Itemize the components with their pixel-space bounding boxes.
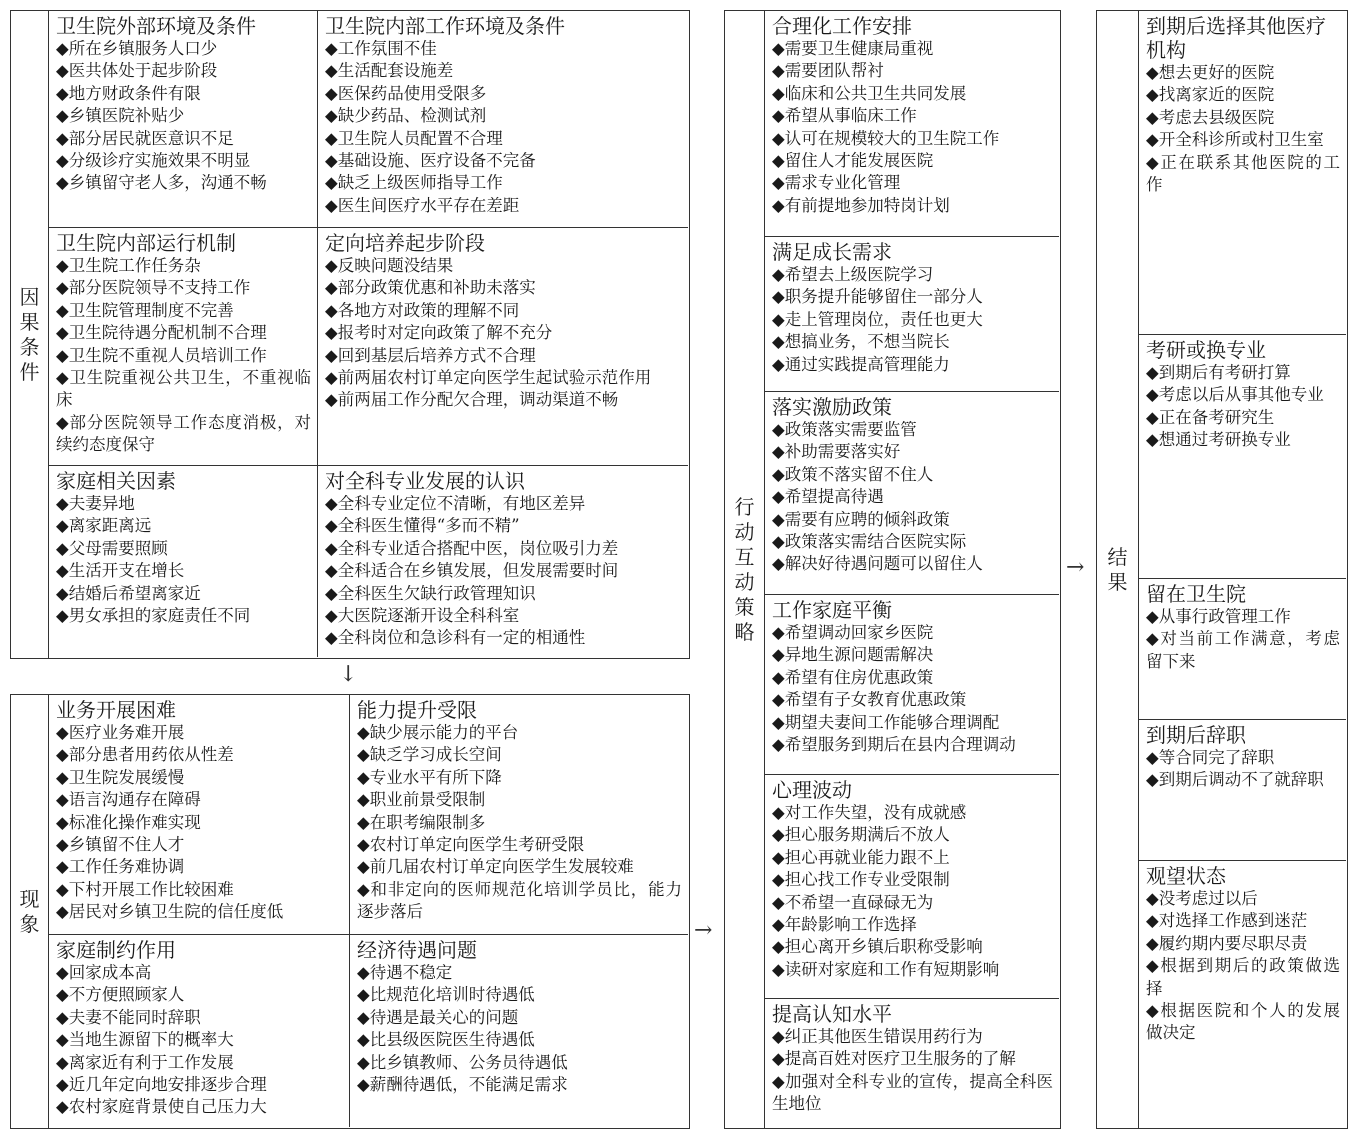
list-item: ◆ 希望有子女教育优惠政策 xyxy=(772,689,1053,711)
list-item: ◆ 大医院逐渐开设全科科室 xyxy=(325,605,682,627)
list-item: ◆ 缺乏上级医师指导工作 xyxy=(325,172,682,194)
list-item: ◆ 近几年定向地安排逐步合理 xyxy=(56,1074,343,1096)
list-item: ◆ 对当前工作满意，考虑留下来 xyxy=(1146,628,1340,673)
list-item: ◆ 政策落实需结合医院实际 xyxy=(772,531,1053,553)
list-item: ◆ 回到基层后培养方式不合理 xyxy=(325,345,682,367)
list-item: ◆ 政策落实需要监管 xyxy=(772,419,1053,441)
right-arrow-to-strategy: → xyxy=(694,918,713,943)
list-item: ◆ 根据医院和个人的发展做决定 xyxy=(1146,1000,1340,1045)
cell-title: 经济待遇问题 xyxy=(357,938,477,962)
list-item: ◆ 到期后调动不了就辞职 xyxy=(1146,769,1340,791)
list-item: ◆ 全科专业定位不清晰，有地区差异 xyxy=(325,493,682,515)
list-item: ◆ 夫妻异地 xyxy=(56,493,311,515)
phenomenon-cell-ability-limited xyxy=(349,695,688,934)
down-arrow: ↓ xyxy=(339,662,358,687)
cell-item-list xyxy=(772,38,1053,217)
cell-title: 卫生院内部运行机制 xyxy=(56,231,236,255)
cell-item-list xyxy=(325,255,682,412)
cell-title: 留在卫生院 xyxy=(1146,582,1246,606)
list-item: ◆ 需要卫生健康局重视 xyxy=(772,38,1053,60)
cause-cell-external-environment xyxy=(49,11,317,227)
list-item: ◆ 比规范化培训时待遇低 xyxy=(357,984,682,1006)
cell-item-list xyxy=(56,255,311,457)
list-item: ◆ 全科适合在乡镇发展，但发展需要时间 xyxy=(325,560,682,582)
strategy-cell-cognition-level xyxy=(765,998,1059,1127)
cell-title: 提高认知水平 xyxy=(772,1002,892,1026)
list-item: ◆ 想搞业务，不想当院长 xyxy=(772,331,1053,353)
list-item: ◆ 全科专业适合搭配中医，岗位吸引力差 xyxy=(325,538,682,560)
list-item: ◆ 年龄影响工作选择 xyxy=(772,914,1053,936)
cause-cell-internal-environment xyxy=(317,11,688,227)
right-arrow-to-result: → xyxy=(1066,555,1085,580)
cell-item-list xyxy=(772,1026,1053,1116)
cell-title: 到期后选择其他医疗机构 xyxy=(1146,14,1326,62)
strategy-box xyxy=(724,10,1061,1129)
list-item: ◆ 纠正其他医生错误用药行为 xyxy=(772,1026,1053,1048)
strategy-cell-growth-needs xyxy=(765,236,1059,391)
list-item: ◆ 希望服务到期后在县内合理调动 xyxy=(772,734,1053,756)
cell-item-list xyxy=(357,962,682,1096)
list-item: ◆ 缺乏学习成长空间 xyxy=(357,744,682,766)
list-item: ◆ 政策不落实留不住人 xyxy=(772,464,1053,486)
list-item: ◆ 希望提高待遇 xyxy=(772,486,1053,508)
list-item: ◆ 医生间医疗水平存在差距 xyxy=(325,195,682,217)
list-item: ◆ 职业前景受限制 xyxy=(357,789,682,811)
list-item: ◆ 加强对全科专业的宣传，提高全科医生地位 xyxy=(772,1071,1053,1116)
cell-item-list xyxy=(1146,362,1340,452)
list-item: ◆ 部分政策优惠和补助未落实 xyxy=(325,277,682,299)
result-cell-resign-after-term xyxy=(1139,719,1346,860)
list-item: ◆ 地方财政条件有限 xyxy=(56,83,311,105)
list-item: ◆ 工作任务难协调 xyxy=(56,856,343,878)
list-item: ◆ 乡镇留守老人多，沟通不畅 xyxy=(56,172,311,194)
cell-title: 能力提升受限 xyxy=(357,698,477,722)
list-item: ◆ 离家近有利于工作发展 xyxy=(56,1052,343,1074)
list-item: ◆ 正在联系其他医院的工作 xyxy=(1146,152,1340,197)
list-item: ◆ 农村家庭背景使自己压力大 xyxy=(56,1096,343,1118)
list-item: ◆ 缺少药品、检测试剂 xyxy=(325,105,682,127)
list-item: ◆ 在职考编限制多 xyxy=(357,812,682,834)
cause-label: 因果条件 xyxy=(11,11,49,658)
cause-box xyxy=(10,10,690,659)
result-cell-wait-and-see xyxy=(1139,860,1346,1127)
list-item: ◆ 希望有住房优惠政策 xyxy=(772,667,1053,689)
list-item: ◆ 正在备考研究生 xyxy=(1146,407,1340,429)
list-item: ◆ 希望调动回家乡医院 xyxy=(772,622,1053,644)
list-item: ◆ 比乡镇教师、公务员待遇低 xyxy=(357,1052,682,1074)
strategy-cell-psychological-fluctuation xyxy=(765,774,1059,998)
list-item: ◆ 居民对乡镇卫生院的信任度低 xyxy=(56,901,343,923)
list-item: ◆ 基础设施、医疗设备不完备 xyxy=(325,150,682,172)
list-item: ◆ 薪酬待遇低，不能满足需求 xyxy=(357,1074,682,1096)
list-item: ◆ 走上管理岗位，责任也更大 xyxy=(772,309,1053,331)
list-item: ◆ 到期后有考研打算 xyxy=(1146,362,1340,384)
list-item: ◆ 开全科诊所或村卫生室 xyxy=(1146,129,1340,151)
list-item: ◆ 担心再就业能力跟不上 xyxy=(772,847,1053,869)
list-item: ◆ 希望从事临床工作 xyxy=(772,105,1053,127)
list-item: ◆ 当地生源留下的概率大 xyxy=(56,1029,343,1051)
list-item: ◆ 卫生院发展缓慢 xyxy=(56,767,343,789)
list-item: ◆ 各地方对政策的理解不同 xyxy=(325,300,682,322)
list-item: ◆ 乡镇医院补贴少 xyxy=(56,105,311,127)
phenomenon-cell-economic-treatment xyxy=(349,934,688,1127)
result-cell-stay-in-clinic xyxy=(1139,578,1346,719)
list-item: ◆ 部分患者用药依从性差 xyxy=(56,744,343,766)
cell-title: 家庭制约作用 xyxy=(56,938,176,962)
list-item: ◆ 部分医院领导不支持工作 xyxy=(56,277,311,299)
strategy-cell-incentive-policy xyxy=(765,391,1059,594)
cell-title: 业务开展困难 xyxy=(56,698,176,722)
list-item: ◆ 待遇不稳定 xyxy=(357,962,682,984)
cell-title: 落实激励政策 xyxy=(772,395,892,419)
list-item: ◆ 临床和公共卫生共同发展 xyxy=(772,83,1053,105)
list-item: ◆ 卫生院管理制度不完善 xyxy=(56,300,311,322)
list-item: ◆ 异地生源问题需解决 xyxy=(772,644,1053,666)
list-item: ◆ 考虑去县级医院 xyxy=(1146,107,1340,129)
list-item: ◆ 离家距离远 xyxy=(56,515,311,537)
cell-title: 考研或换专业 xyxy=(1146,338,1266,362)
list-item: ◆ 解决好待遇问题可以留住人 xyxy=(772,553,1053,575)
list-item: ◆ 生活配套设施差 xyxy=(325,60,682,82)
cell-title: 对全科专业发展的认识 xyxy=(325,469,525,493)
cell-title: 满足成长需求 xyxy=(772,240,892,264)
list-item: ◆ 生活开支在增长 xyxy=(56,560,311,582)
list-item: ◆ 提高百姓对医疗卫生服务的了解 xyxy=(772,1048,1053,1070)
list-item: ◆ 需要有应聘的倾斜政策 xyxy=(772,509,1053,531)
list-item: ◆ 卫生院待遇分配机制不合理 xyxy=(56,322,311,344)
list-item: ◆ 需要团队帮衬 xyxy=(772,60,1053,82)
list-item: ◆ 部分医院领导工作态度消极，对续约态度保守 xyxy=(56,412,311,457)
list-item: ◆ 卫生院重视公共卫生，不重视临床 xyxy=(56,367,311,412)
list-item: ◆ 补助需要落实好 xyxy=(772,441,1053,463)
list-item: ◆ 医共体处于起步阶段 xyxy=(56,60,311,82)
list-item: ◆ 卫生院不重视人员培训工作 xyxy=(56,345,311,367)
strategy-label: 行动互动策略 xyxy=(725,11,765,1128)
list-item: ◆ 担心离开乡镇后职称受影响 xyxy=(772,936,1053,958)
list-item: ◆ 考虑以后从事其他专业 xyxy=(1146,384,1340,406)
list-item: ◆ 认可在规模较大的卫生院工作 xyxy=(772,128,1053,150)
list-item: ◆ 卫生院工作任务杂 xyxy=(56,255,311,277)
list-item: ◆ 前两届工作分配欠合理，调动渠道不畅 xyxy=(325,389,682,411)
list-item: ◆ 标准化操作难实现 xyxy=(56,812,343,834)
list-item: ◆ 全科医生懂得“多而不精” xyxy=(325,515,682,537)
phenomenon-cell-business-difficulty xyxy=(49,695,349,934)
cause-cell-family-factors xyxy=(49,465,317,657)
cell-title: 卫生院内部工作环境及条件 xyxy=(325,14,565,38)
list-item: ◆ 前两届农村订单定向医学生起试验示范作用 xyxy=(325,367,682,389)
list-item: ◆ 缺少展示能力的平台 xyxy=(357,722,682,744)
list-item: ◆ 根据到期后的政策做选择 xyxy=(1146,955,1340,1000)
list-item: ◆ 男女承担的家庭责任不同 xyxy=(56,605,311,627)
list-item: ◆ 前几届农村订单定向医学生发展较难 xyxy=(357,856,682,878)
cause-cell-internal-mechanism xyxy=(49,227,317,465)
list-item: ◆ 所在乡镇服务人口少 xyxy=(56,38,311,60)
list-item: ◆ 部分居民就医意识不足 xyxy=(56,128,311,150)
phenomenon-label: 现象 xyxy=(11,695,49,1128)
cell-title: 工作家庭平衡 xyxy=(772,598,892,622)
list-item: ◆ 回家成本高 xyxy=(56,962,343,984)
list-item: ◆ 职务提升能够留住一部分人 xyxy=(772,286,1053,308)
list-item: ◆ 医疗业务难开展 xyxy=(56,722,343,744)
list-item: ◆ 对工作失望，没有成就感 xyxy=(772,802,1053,824)
list-item: ◆ 乡镇留不住人才 xyxy=(56,834,343,856)
list-item: ◆ 没考虑过以后 xyxy=(1146,888,1340,910)
result-label: 结果 xyxy=(1097,11,1139,1128)
list-item: ◆ 比县级医院医生待遇低 xyxy=(357,1029,682,1051)
list-item: ◆ 担心找工作专业受限制 xyxy=(772,869,1053,891)
cell-title: 家庭相关因素 xyxy=(56,469,176,493)
list-item: ◆ 需求专业化管理 xyxy=(772,172,1053,194)
list-item: ◆ 专业水平有所下降 xyxy=(357,767,682,789)
list-item: ◆ 分级诊疗实施效果不明显 xyxy=(56,150,311,172)
list-item: ◆ 反映问题没结果 xyxy=(325,255,682,277)
cell-item-list xyxy=(772,264,1053,376)
cell-item-list xyxy=(1146,747,1340,792)
list-item: ◆ 工作氛围不佳 xyxy=(325,38,682,60)
cell-item-list xyxy=(325,38,682,217)
list-item: ◆ 下村开展工作比较困难 xyxy=(56,879,343,901)
cell-item-list xyxy=(772,802,1053,981)
list-item: ◆ 结婚后希望离家近 xyxy=(56,583,311,605)
list-item: ◆ 父母需要照顾 xyxy=(56,538,311,560)
list-item: ◆ 等合同完了辞职 xyxy=(1146,747,1340,769)
list-item: ◆ 想通过考研换专业 xyxy=(1146,429,1340,451)
cell-item-list xyxy=(772,419,1053,576)
cause-cell-gp-understanding xyxy=(317,465,688,657)
phenomenon-box xyxy=(10,694,690,1129)
cell-item-list xyxy=(325,493,682,650)
list-item: ◆ 待遇是最关心的问题 xyxy=(357,1007,682,1029)
list-item: ◆ 担心服务期满后不放人 xyxy=(772,824,1053,846)
list-item: ◆ 医保药品使用受限多 xyxy=(325,83,682,105)
cell-title: 到期后辞职 xyxy=(1146,723,1246,747)
list-item: ◆ 语言沟通存在障碍 xyxy=(56,789,343,811)
list-item: ◆ 卫生院人员配置不合理 xyxy=(325,128,682,150)
list-item: ◆ 留住人才能发展医院 xyxy=(772,150,1053,172)
cell-item-list xyxy=(357,722,682,924)
cell-item-list xyxy=(1146,62,1340,196)
cell-item-list xyxy=(1146,888,1340,1045)
list-item: ◆ 读研对家庭和工作有短期影响 xyxy=(772,959,1053,981)
result-cell-postgraduate-or-change xyxy=(1139,334,1346,578)
cell-title: 观望状态 xyxy=(1146,864,1226,888)
list-item: ◆ 通过实践提高管理能力 xyxy=(772,354,1053,376)
cell-item-list xyxy=(56,493,311,627)
list-item: ◆ 农村订单定向医学生考研受限 xyxy=(357,834,682,856)
list-item: ◆ 夫妻不能同时辞职 xyxy=(56,1007,343,1029)
cell-title: 定向培养起步阶段 xyxy=(325,231,485,255)
list-item: ◆ 想去更好的医院 xyxy=(1146,62,1340,84)
list-item: ◆ 期望夫妻间工作能够合理调配 xyxy=(772,712,1053,734)
cell-item-list xyxy=(772,622,1053,756)
cell-item-list xyxy=(56,38,311,195)
list-item: ◆ 和非定向的医师规范化培训学员比，能力逐步落后 xyxy=(357,879,682,924)
cell-title: 合理化工作安排 xyxy=(772,14,912,38)
cell-item-list xyxy=(1146,606,1340,673)
phenomenon-cell-family-constraint xyxy=(49,934,349,1127)
list-item: ◆ 履约期内要尽职尽责 xyxy=(1146,933,1340,955)
strategy-cell-work-arrangement xyxy=(765,11,1059,236)
cell-title: 卫生院外部环境及条件 xyxy=(56,14,256,38)
result-cell-other-institution xyxy=(1139,11,1346,334)
list-item: ◆ 找离家近的医院 xyxy=(1146,84,1340,106)
list-item: ◆ 不方便照顾家人 xyxy=(56,984,343,1006)
list-item: ◆ 报考时对定向政策了解不充分 xyxy=(325,322,682,344)
list-item: ◆ 有前提地参加特岗计划 xyxy=(772,195,1053,217)
cause-cell-training-stage xyxy=(317,227,688,465)
cell-item-list xyxy=(56,962,343,1119)
list-item: ◆ 对选择工作感到迷茫 xyxy=(1146,910,1340,932)
cell-title: 心理波动 xyxy=(772,778,852,802)
list-item: ◆ 从事行政管理工作 xyxy=(1146,606,1340,628)
list-item: ◆ 希望去上级医院学习 xyxy=(772,264,1053,286)
result-box xyxy=(1096,10,1348,1129)
list-item: ◆ 全科医生欠缺行政管理知识 xyxy=(325,583,682,605)
list-item: ◆ 不希望一直碌碌无为 xyxy=(772,892,1053,914)
strategy-cell-work-family-balance xyxy=(765,594,1059,774)
cell-item-list xyxy=(56,722,343,924)
list-item: ◆ 全科岗位和急诊科有一定的相通性 xyxy=(325,627,682,649)
